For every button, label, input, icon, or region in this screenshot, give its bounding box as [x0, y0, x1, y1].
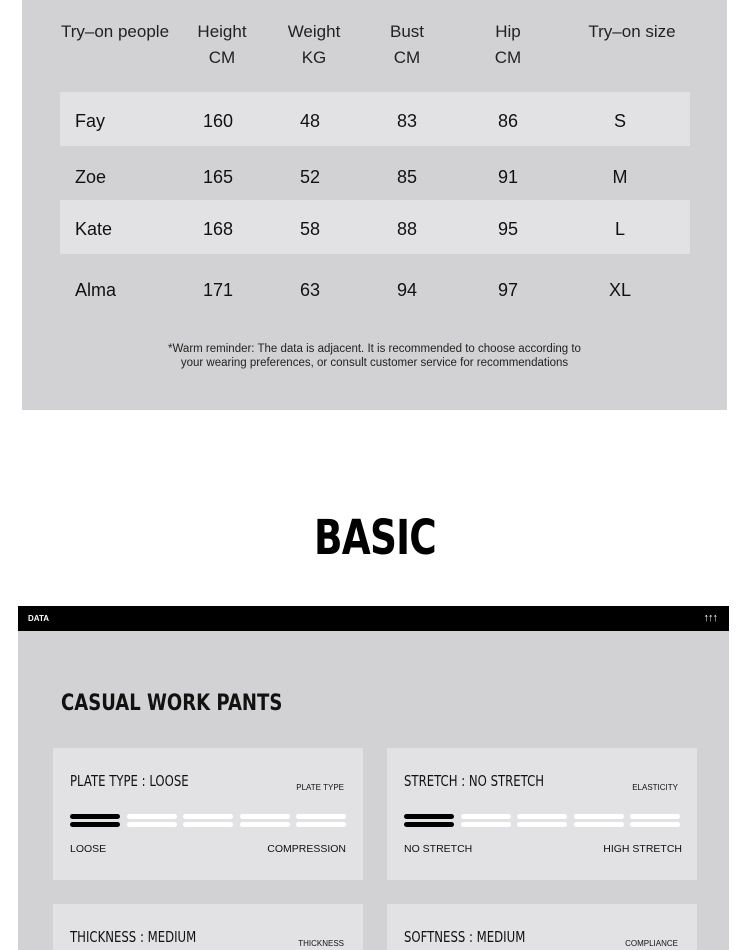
- note-line: *Warm reminder: The data is adjacent. It is recommended to choose according to: [168, 343, 581, 355]
- table-row: [60, 261, 690, 315]
- header-text: Try–on size: [588, 22, 676, 41]
- header-unit: CM: [208, 48, 236, 67]
- data-label: DATA: [28, 614, 50, 623]
- header-unit: CM: [494, 48, 522, 67]
- plate-type-scale: [70, 814, 346, 830]
- header-height: [172, 19, 272, 71]
- header-text: Bust: [389, 22, 425, 41]
- cell-size: M: [612, 167, 628, 187]
- cell-weight: 63: [299, 280, 321, 300]
- header-try-on-size: [572, 19, 692, 45]
- size-chart-panel: [22, 0, 727, 410]
- table-row: [60, 200, 690, 254]
- scale-segment: [183, 814, 233, 819]
- scale-segment: [461, 814, 511, 819]
- plate-type-card: [53, 748, 363, 880]
- cell-weight: 52: [299, 167, 321, 187]
- card-title: THICKNESS : MEDIUM: [70, 928, 197, 946]
- cell-hip: 86: [497, 111, 519, 131]
- scale-max-label: HIGH STRETCH: [603, 843, 682, 855]
- cell-name: Kate: [75, 219, 113, 239]
- cell-weight: 58: [299, 219, 321, 239]
- scale-segment-active: [404, 822, 454, 827]
- cell-height: 160: [202, 111, 234, 131]
- header-unit: CM: [393, 48, 421, 67]
- scale-segment: [127, 814, 177, 819]
- cell-bust: 88: [396, 219, 418, 239]
- scale-segment: [574, 822, 624, 827]
- cell-hip: 95: [497, 219, 519, 239]
- product-data-panel: [18, 606, 729, 950]
- card-tag: COMPLIANCE: [625, 939, 678, 948]
- scale-segment: [240, 822, 290, 827]
- cell-bust: 85: [396, 167, 418, 187]
- section-title: BASIC: [314, 510, 436, 566]
- header-unit: KG: [301, 48, 327, 67]
- cell-size: S: [613, 111, 626, 131]
- card-tag: THICKNESS: [298, 939, 344, 948]
- table-row: [60, 148, 690, 202]
- data-bar: [18, 606, 729, 631]
- softness-card: [387, 904, 697, 950]
- cell-name: Zoe: [75, 167, 107, 187]
- header-text: Hip: [495, 22, 521, 41]
- scale-segment: [183, 822, 233, 827]
- cell-weight: 48: [299, 111, 321, 131]
- cell-bust: 94: [396, 280, 418, 300]
- scale-segment: [574, 814, 624, 819]
- scale-segment: [296, 822, 346, 827]
- header-text: Try–on people: [60, 22, 170, 41]
- card-title: SOFTNESS : MEDIUM: [404, 928, 526, 946]
- scale-max-label: COMPRESSION: [267, 843, 346, 855]
- cell-size: XL: [608, 280, 632, 300]
- header-bust: [357, 19, 457, 71]
- card-title: STRETCH : NO STRETCH: [404, 772, 545, 790]
- scale-segment: [517, 814, 567, 819]
- cell-size: L: [614, 219, 625, 239]
- cell-hip: 97: [497, 280, 519, 300]
- scale-segment: [296, 814, 346, 819]
- cell-name: Fay: [75, 111, 106, 131]
- card-tag: ELASTICITY: [632, 783, 678, 792]
- scale-segment-active: [70, 814, 120, 819]
- header-hip: [458, 19, 558, 71]
- cell-bust: 83: [396, 111, 418, 131]
- scale-segment: [630, 814, 680, 819]
- card-tag: PLATE TYPE: [296, 783, 344, 792]
- header-try-on-people: [52, 19, 178, 45]
- cell-height: 171: [202, 280, 234, 300]
- scale-segment: [461, 822, 511, 827]
- header-text: Height: [197, 22, 247, 41]
- scale-segment: [517, 822, 567, 827]
- stretch-scale: [404, 814, 680, 830]
- scale-segment: [127, 822, 177, 827]
- scale-segment: [240, 814, 290, 819]
- cell-height: 168: [202, 219, 234, 239]
- table-row: [60, 92, 690, 146]
- cell-hip: 91: [497, 167, 519, 187]
- thickness-card: [53, 904, 363, 950]
- cell-name: Alma: [75, 280, 117, 300]
- stretch-card: [387, 748, 697, 880]
- header-text: Weight: [287, 22, 341, 41]
- scale-segment: [630, 822, 680, 827]
- scale-min-label: LOOSE: [70, 843, 107, 855]
- warm-reminder-note: [22, 342, 727, 370]
- header-weight: [264, 19, 364, 71]
- card-title: PLATE TYPE : LOOSE: [70, 772, 189, 790]
- cell-height: 165: [202, 167, 234, 187]
- up-arrows-icon: ↑↑↑: [703, 612, 717, 624]
- scale-segment-active: [70, 822, 120, 827]
- scale-min-label: NO STRETCH: [404, 843, 473, 855]
- product-title: CASUAL WORK PANTS: [61, 691, 283, 716]
- scale-segment-active: [404, 814, 454, 819]
- note-line: your wearing preferences, or consult customer service for recommendations: [180, 357, 569, 369]
